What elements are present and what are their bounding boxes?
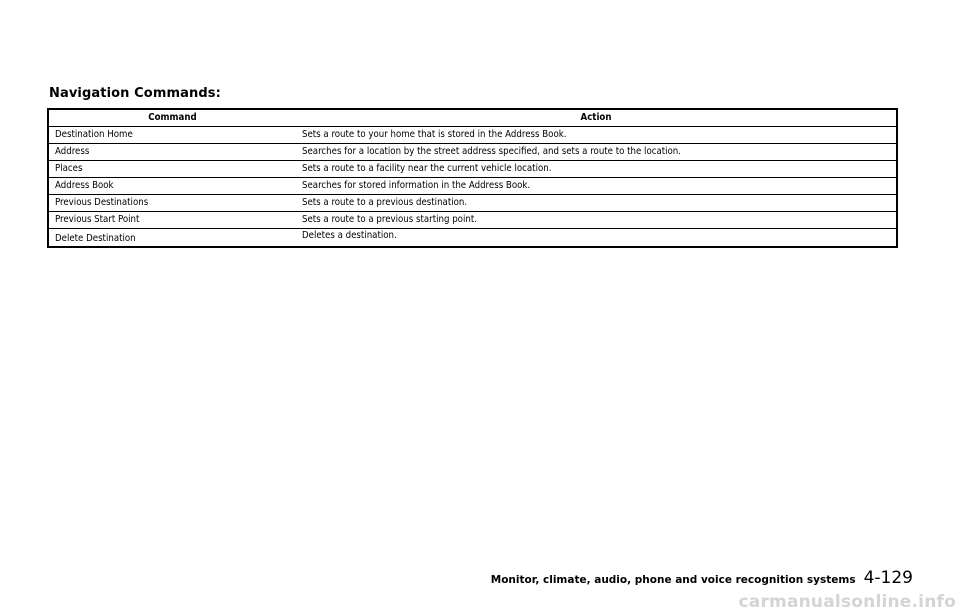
action-cell: Deletes a destination. [296,229,897,248]
command-cell: Destination Home [48,127,296,144]
command-cell: Previous Start Point [48,212,296,229]
command-cell: Previous Destinations [48,195,296,212]
table-row [48,195,897,212]
action-cell: Sets a route to a previous destination. [296,195,897,212]
page-footer [491,568,913,588]
table-row [48,229,897,248]
header-action: Action [296,109,897,127]
table-header-row [48,109,897,127]
action-cell: Searches for stored information in the Address Book. [296,178,897,195]
table-row [48,212,897,229]
table-row [48,144,897,161]
footer-section-name: Monitor, climate, audio, phone and voice recognition systems [490,574,856,586]
command-cell: Delete Destination [48,229,296,248]
section-title: Navigation Commands: [49,86,221,101]
action-cell: Searches for a location by the street address specified, and sets a route to the location. [296,144,897,161]
watermark: carmanualsonline.info [738,592,956,612]
page-number: 4-129 [863,568,913,588]
header-command: Command [48,109,296,127]
action-cell: Sets a route to a previous starting point. [296,212,897,229]
navigation-commands-table [47,108,898,248]
action-cell: Sets a route to a facility near the current vehicle location. [296,161,897,178]
table-row [48,178,897,195]
command-cell: Address [48,144,296,161]
command-cell: Places [48,161,296,178]
action-cell: Sets a route to your home that is stored in the Address Book. [296,127,897,144]
table-row [48,161,897,178]
table-row [48,127,897,144]
command-cell: Address Book [48,178,296,195]
